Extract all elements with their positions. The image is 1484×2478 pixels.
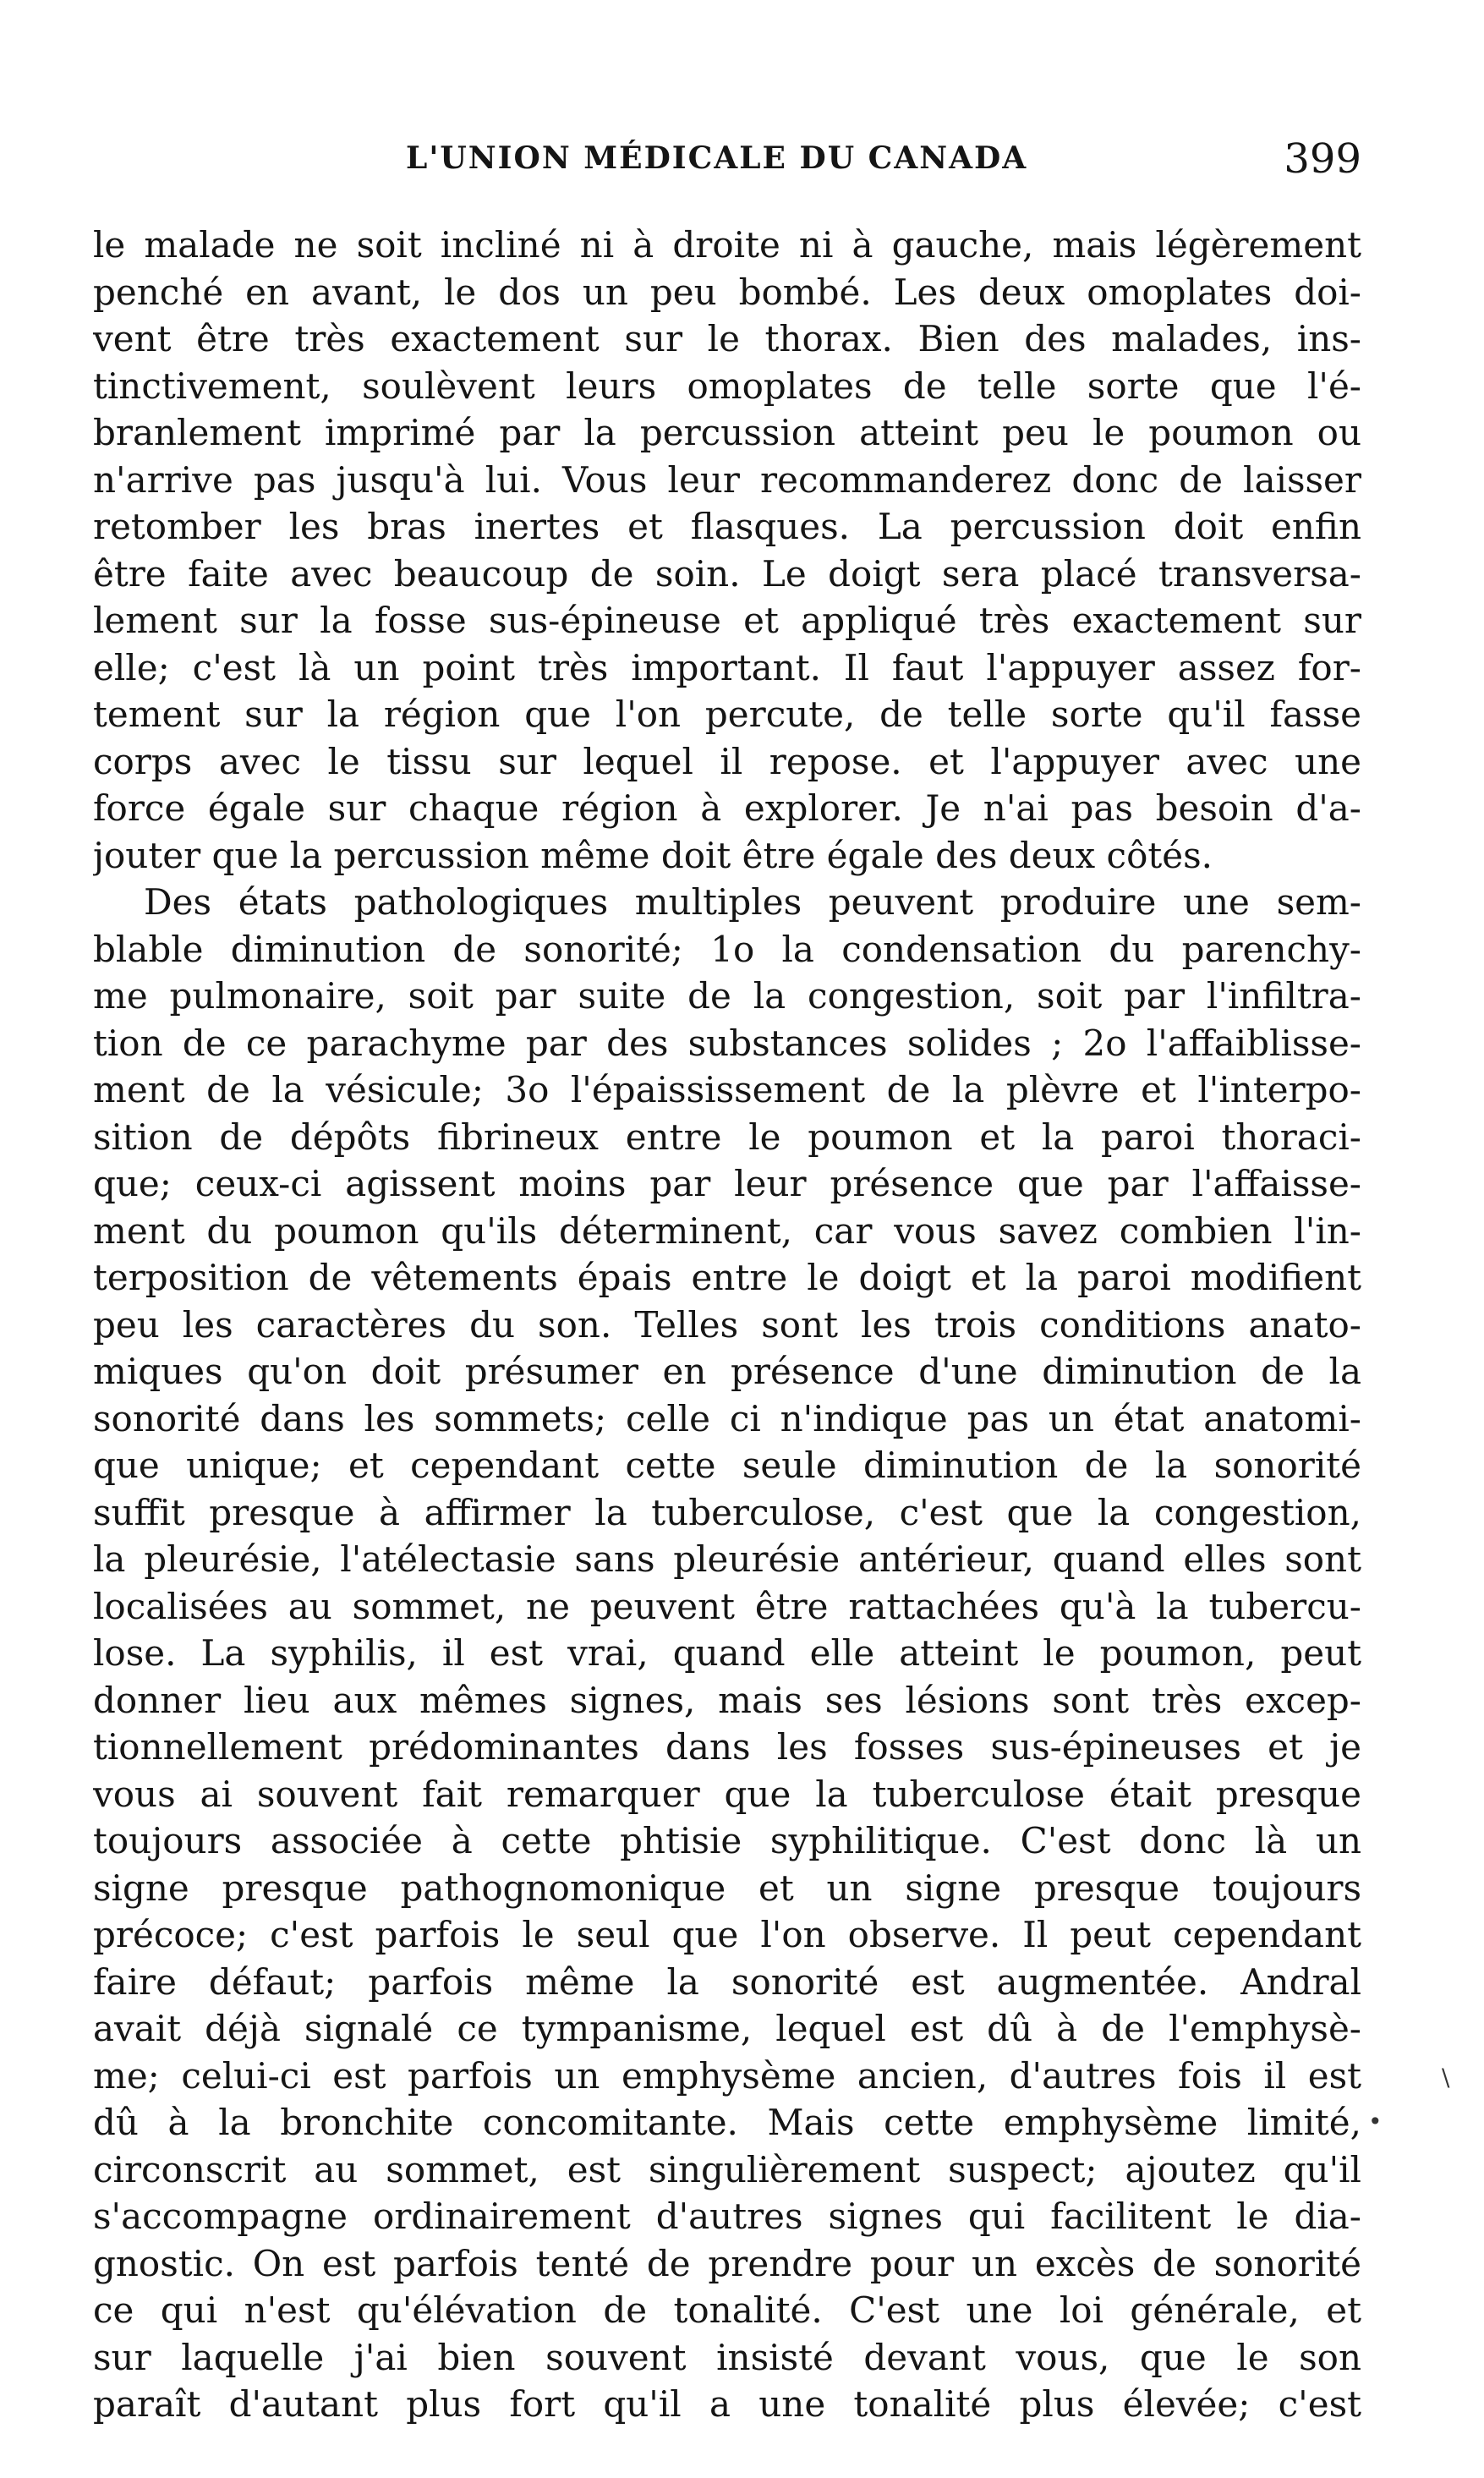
text-line: lement sur la fosse sus-épineuse et appliqué très exactement sur	[93, 600, 1361, 641]
text-line: vent être très exactement sur le thorax. Bien des malades, ins-	[93, 318, 1361, 359]
text-line: penché en avant, le dos un peu bombé. Les deux omoplates doi-	[93, 271, 1361, 313]
body-text	[93, 222, 1361, 2428]
text-line: lose. La syphilis, il est vrai, quand elle atteint le poumon, peut	[93, 1632, 1361, 1674]
text-line: que; ceux-ci agissent moins par leur présence que par l'affaisse-	[93, 1163, 1361, 1204]
text-line: précoce; c'est parfois le seul que l'on observe. Il peut cependant	[93, 1914, 1361, 1955]
text-line: tionnellement prédominantes dans les fosses sus-épineuses et je	[93, 1726, 1361, 1768]
text-line: avait déjà signalé ce tympanisme, lequel est dû à de l'emphysè-	[93, 2008, 1361, 2049]
text-line: tement sur la région que l'on percute, de telle sorte qu'il fasse	[93, 694, 1361, 735]
text-line: terposition de vêtements épais entre le doigt et la paroi modifient	[93, 1257, 1361, 1298]
text-line: dû à la bronchite concomitante. Mais cette emphysème limité,	[93, 2102, 1361, 2143]
text-line: donner lieu aux mêmes signes, mais ses lésions sont très excep-	[93, 1679, 1361, 1721]
text-line: branlement imprimé par la percussion atteint peu le poumon ou	[93, 412, 1361, 453]
text-line: s'accompagne ordinairement d'autres signes qui facilitent le dia-	[93, 2196, 1361, 2237]
text-line: peu les caractères du son. Telles sont les trois conditions anato-	[93, 1303, 1361, 1346]
text-line: sonorité dans les sommets; celle ci n'indique pas un état anatomi-	[93, 1397, 1361, 1439]
text-line: me; celui-ci est parfois un emphysème ancien, d'autres fois il est	[93, 2054, 1361, 2097]
text-line: ment du poumon qu'ils déterminent, car vous savez combien l'in-	[93, 1209, 1361, 1252]
text-line: toujours associée à cette phtisie syphilitique. C'est donc là un	[93, 1820, 1361, 1861]
text-line: tinctivement, soulèvent leurs omoplates de telle sorte que l'é-	[93, 365, 1361, 407]
text-line: sur laquelle j'ai bien souvent insisté devant vous, que le son	[93, 2336, 1361, 2378]
text-line: la pleurésie, l'atélectasie sans pleurésie antérieur, quand elles sont	[93, 1538, 1361, 1580]
text-line: force égale sur chaque région à explorer. Je n'ai pas besoin d'a-	[93, 787, 1361, 829]
text-line: le malade ne soit incliné ni à droite ni à gauche, mais légèrement	[93, 224, 1361, 266]
text-line: ce qui n'est qu'élévation de tonalité. C'est une loi générale, et	[93, 2289, 1361, 2331]
text-line: retomber les bras inertes et flasques. La percussion doit enfin	[93, 506, 1361, 547]
text-line: que unique; et cependant cette seule diminution de la sonorité	[93, 1445, 1361, 1486]
text-line: me pulmonaire, soit par suite de la congestion, soit par l'infiltra-	[93, 975, 1361, 1017]
running-head	[93, 135, 1361, 195]
text-line: sition de dépôts fibrineux entre le poumon et la paroi thoraci-	[93, 1116, 1361, 1158]
text-line: tion de ce parachyme par des substances solides ; 2o l'affaiblisse-	[93, 1022, 1361, 1064]
text-line: signe presque pathognomonique et un signe presque toujours	[93, 1867, 1361, 1909]
text-line: suffit presque à affirmer la tuberculose, c'est que la congestion,	[93, 1491, 1361, 1533]
text-line: jouter que la percussion même doit être égale des deux côtés.	[93, 834, 1213, 876]
text-line: miques qu'on doit présumer en présence d'une diminution de la	[93, 1351, 1361, 1392]
text-line: circonscrit au sommet, est singulièrement suspect; ajoutez qu'il	[93, 2148, 1361, 2190]
text-line: paraît d'autant plus fort qu'il a une tonalité plus élevée; c'est	[93, 2383, 1361, 2425]
paragraph-start-line: Des états pathologiques multiples peuvent produire une sem-	[144, 881, 1361, 923]
margin-speck-mark: •	[1368, 2108, 1383, 2135]
page-number: 399	[1284, 135, 1361, 183]
text-line: vous ai souvent fait remarquer que la tuberculose était presque	[93, 1773, 1361, 1815]
text-line: corps avec le tissu sur lequel il repose. et l'appuyer avec une	[93, 740, 1361, 782]
text-line: blable diminution de sonorité; 1o la condensation du parenchy-	[93, 928, 1361, 970]
text-line: gnostic. On est parfois tenté de prendre pour un excès de sonorité	[93, 2242, 1361, 2284]
text-line: ment de la vésicule; 3o l'épaississement de la plèvre et l'interpo-	[93, 1069, 1361, 1110]
text-line: localisées au sommet, ne peuvent être rattachées qu'à la tubercu-	[93, 1585, 1361, 1627]
text-line: n'arrive pas jusqu'à lui. Vous leur recommanderez donc de laisser	[93, 458, 1361, 501]
margin-tick-mark: \	[1442, 2064, 1450, 2091]
text-line: être faite avec beaucoup de soin. Le doigt sera placé transversa-	[93, 552, 1361, 595]
text-line: faire défaut; parfois même la sonorité est augmentée. Andral	[93, 1960, 1361, 2003]
running-title: L'UNION MÉDICALE DU CANADA	[406, 140, 1028, 176]
text-line: elle; c'est là un point très important. Il faut l'appuyer assez for-	[93, 646, 1361, 688]
